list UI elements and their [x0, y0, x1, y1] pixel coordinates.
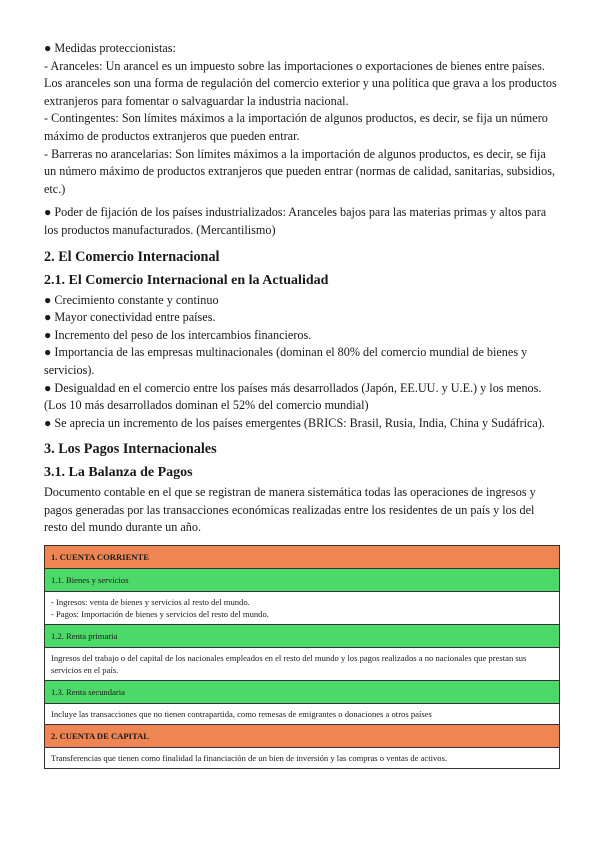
bullet-item: ● Crecimiento constante y continuo — [44, 292, 219, 307]
renta-secundaria-body: Incluye las transacciones que no tienen contrapartida, como remesas de emigrantes o donaciones a otros países — [45, 704, 560, 725]
section-3-title: 3. Los Pagos Internacionales — [44, 441, 217, 458]
cuenta-corriente-header: 1. CUENTA CORRIENTE — [45, 546, 560, 569]
bienes-servicios-header: 1.1. Bienes y servicios — [45, 569, 560, 592]
medidas-heading: ● Medidas proteccionistas: — [44, 41, 176, 55]
bienes-servicios-body — [45, 592, 560, 625]
balanza-table — [44, 545, 560, 769]
cuenta-capital-body: Transferencias que tienen como finalidad la financiación de un bien de inversión y las compras o ventas de activos. — [45, 748, 560, 769]
contingentes-paragraph: - Contingentes: Son límites máximos a la importación de algunos productos, es decir, se fija un número máximo de productos extranjeros que pueden entrar. — [44, 111, 548, 143]
section-2-1-title: 2.1. El Comercio Internacional en la Actualidad — [44, 272, 329, 288]
renta-primaria-body: Ingresos del trabajo o del capital de los nacionales empleados en el resto del mundo y los pagos realizados a no nacionales que prestan sus servicios en el país. — [45, 648, 560, 681]
bullet-item: ● Mayor conectividad entre países. — [44, 310, 216, 325]
section-2-title: 2. El Comercio Internacional — [44, 248, 220, 265]
renta-secundaria-header: 1.3. Renta secundaria — [45, 681, 560, 704]
ingresos-line: - Ingresos: venta de bienes y servicios al resto del mundo. — [51, 597, 250, 608]
cuenta-capital-header: 2. CUENTA DE CAPITAL — [45, 725, 560, 748]
bullet-item: ● Desigualdad en el comercio entre los países más desarrollados (Japón, EE.UU. y U.E.) y los menos. (Los 10 más desarrollados dominan el 52% del comercio mundial) — [44, 380, 542, 413]
bullet-item: ● Incremento del peso de los intercambios financieros. — [44, 327, 312, 342]
aranceles-paragraph: - Aranceles: Un arancel es un impuesto sobre las importaciones o exportaciones de bienes entre países. Los aranceles son una forma de regulación del comercio exterior y una política que grava a los productos extranjeros para fomentar o salvaguardar la industria nacional. — [44, 58, 557, 108]
pagos-line: - Pagos: Importación de bienes y servicios del resto del mundo. — [51, 609, 269, 620]
barreras-paragraph: - Barreras no arancelarias: Son límites máximos a la importación de algunos productos, es decir, se fija un número máximo de productos extranjeros que pueden entrar (normas de calidad, sanitarias, subsidios, etc.) — [44, 146, 556, 196]
bullet-item: ● Se aprecia un incremento de los países emergentes (BRICS: Brasil, Rusia, India, China y Sudáfrica). — [44, 415, 545, 430]
poder-paragraph: ● Poder de fijación de los países industrializados: Aranceles bajos para las materias primas y altos para los productos manufacturados. (Mercantilismo) — [44, 205, 547, 237]
section-3-1-title: 3.1. La Balanza de Pagos — [44, 465, 193, 481]
renta-primaria-header: 1.2. Renta primaria — [45, 625, 560, 648]
balanza-description: Documento contable en el que se registran de manera sistemática todas las operaciones de ingresos y pagos generadas por las transacciones económicas realizadas entre los residentes de un país y los del resto del mundo durante un año. — [44, 485, 536, 535]
document-page — [44, 40, 560, 769]
bullet-item: ● Importancia de las empresas multinacionales (dominan el 80% del comercio mundial de bienes y servicios). — [44, 345, 528, 377]
